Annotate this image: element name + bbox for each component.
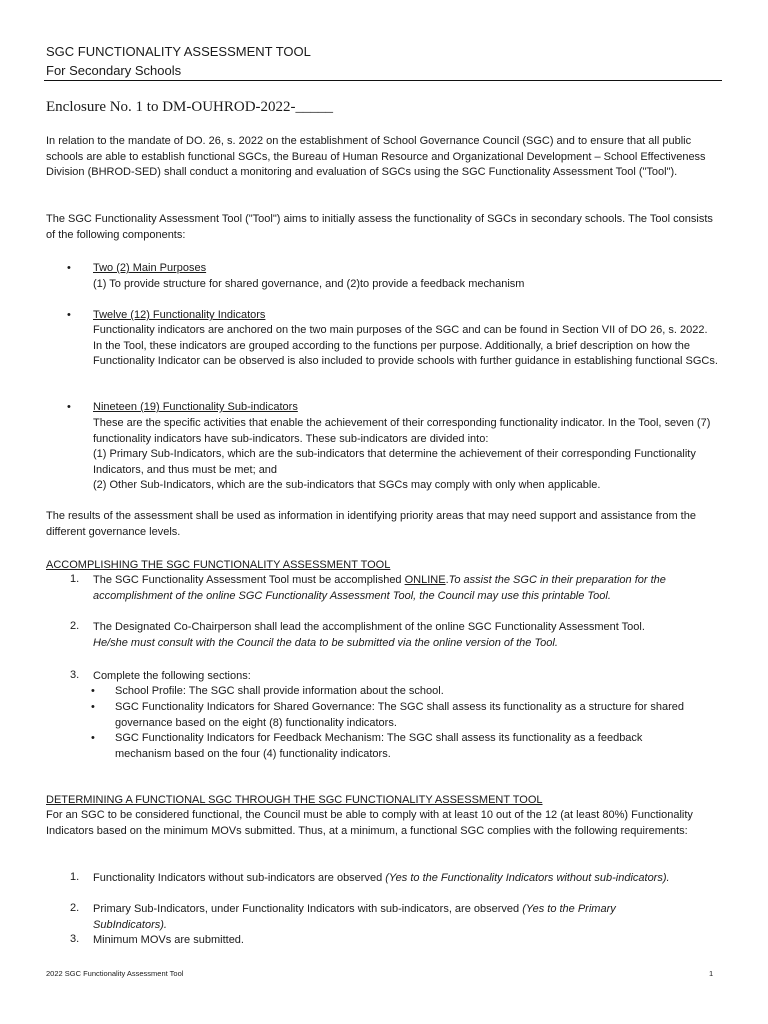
subindicator-type: (1) Primary Sub-Indicators, which are the sub-indicators that determine the achievement of their corresponding Functionality Indicators, and thus must be met; and [93, 448, 696, 476]
results-paragraph: The results of the assessment shall be used as information in identifying priority areas that may need support and assistance from the different governance levels. [46, 510, 696, 538]
list-number: 3. [70, 669, 80, 681]
section-item: SGC Functionality Indicators for Shared Governance: The SGC shall assess its functionality as a structure for shared governance based on the eight (8) functionality indicators. [115, 701, 685, 729]
bullet-icon: • [91, 685, 95, 697]
bullet-icon: • [67, 401, 71, 413]
intro-paragraph-1: In relation to the mandate of DO. 26, s. 2022 on the establishment of School Governance Council (SGC) and to ensure that all public schools are able to establish functional SGCs, the Bureau of Human Resource and Organizational Development – School Effectiveness Division (BHROD-SED) shall conduct a monitoring and evaluation of SGCs using the SGC Functionality Assessment Tool ("Tool"). [46, 135, 706, 178]
step-1-text: The SGC Functionality Assessment Tool must be accomplished [93, 574, 405, 586]
component-body: These are the specific activities that enable the achievement of their corresponding functionality indicator. In the Tool, seven (7) functionality indicators have sub-indicators. These sub-indicators are divided into: [93, 417, 711, 445]
component-body: Functionality indicators are anchored on the two main purposes of the SGC and can be found in Section VII of DO 26, s. 2022. In the Tool, these indicators are grouped according to the functions per purpose. Additionally, a brief description on how the Functionality Indicator can be observed is also included to provide schools with further guidance in establishing functional SGCs. [93, 324, 718, 367]
list-number: 3. [70, 933, 80, 945]
component-title: Nineteen (19) Functionality Sub-indicators [93, 401, 298, 413]
header-rule [44, 80, 722, 81]
section-item: SGC Functionality Indicators for Feedback Mechanism: The SGC shall assess its functionality as a feedback mechanism based on the four (4) functionality indicators. [115, 732, 643, 760]
bullet-icon: • [91, 732, 95, 744]
list-number: 2. [70, 620, 80, 632]
document-title: SGC FUNCTIONALITY ASSESSMENT TOOL [46, 44, 311, 59]
section-heading-determining: DETERMINING A FUNCTIONAL SGC THROUGH THE SGC FUNCTIONALITY ASSESSMENT TOOL [46, 794, 543, 806]
determining-paragraph: For an SGC to be considered functional, the Council must be able to comply with at least 10 out of the 12 (at least 80%) Functionality Indicators based on the minimum MOVs submitted. Thus, at a minimum, a functional SGC complies with the following requirements: [46, 809, 693, 837]
requirement-2-text: Primary Sub-Indicators, under Functionality Indicators with sub-indicators, are observed [93, 903, 523, 915]
step-2-note: He/she must consult with the Council the data to be submitted via the online version of the Tool. [93, 636, 558, 649]
intro-paragraph-2: The SGC Functionality Assessment Tool ("Tool") aims to initially assess the functionality of SGCs in secondary schools. The Tool consists of the following components: [46, 213, 713, 241]
bullet-icon: • [67, 309, 71, 321]
enclosure-line: Enclosure No. 1 to DM-OUHROD-2022-_____ [46, 99, 334, 115]
list-number: 1. [70, 573, 80, 585]
requirement-2 [93, 902, 673, 933]
bullet-icon: • [67, 262, 71, 274]
footer-label: 2022 SGC Functionality Assessment Tool [46, 969, 184, 978]
document-subtitle: For Secondary Schools [46, 63, 182, 78]
subindicator-type: (2) Other Sub-Indicators, which are the sub-indicators that SGCs may comply with only when applicable. [93, 479, 601, 491]
step-2 [93, 620, 713, 651]
list-number: 2. [70, 902, 80, 914]
bullet-icon: • [91, 701, 95, 713]
step-1-period: . [445, 574, 449, 586]
requirement-3: Minimum MOVs are submitted. [93, 934, 244, 946]
component-body: (1) To provide structure for shared governance, and (2)to provide a feedback mechanism [93, 278, 525, 290]
step-2-text: The Designated Co-Chairperson shall lead the accomplishment of the online SGC Functionality Assessment Tool. [93, 621, 645, 633]
list-number: 1. [70, 871, 80, 883]
requirement-1-text: Functionality Indicators without sub-indicators are observed [93, 872, 386, 884]
step-1-note: To assist the SGC in their preparation for the accomplishment of the online SGC Functionality Assessment Tool, the Council may use this printable Tool. [93, 574, 666, 602]
requirement-2-note: (Yes to the Primary SubIndicators). [93, 903, 616, 931]
section-heading-accomplishing: ACCOMPLISHING THE SGC FUNCTIONALITY ASSESSMENT TOOL [46, 559, 391, 571]
step-3: Complete the following sections: [93, 670, 251, 682]
requirement-1-note: (Yes to the Functionality Indicators without sub-indicators). [385, 872, 670, 884]
step-1 [93, 573, 713, 604]
component-title: Twelve (12) Functionality Indicators [93, 309, 266, 321]
requirement-1 [93, 871, 673, 887]
section-item: School Profile: The SGC shall provide information about the school. [115, 685, 444, 697]
component-title: Two (2) Main Purposes [93, 262, 207, 274]
page-number: 1 [709, 969, 714, 978]
online-link[interactable]: ONLINE [404, 574, 446, 586]
